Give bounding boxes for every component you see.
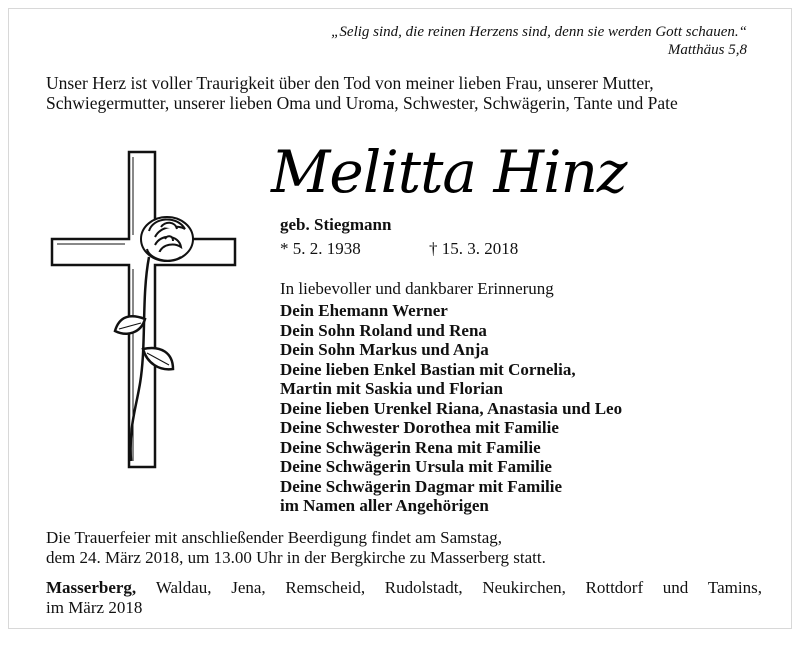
- mourner-item: Dein Ehemann Werner: [280, 301, 448, 320]
- mourner-item: Deine Schwägerin Ursula mit Familie: [280, 457, 552, 476]
- quote-text: „Selig sind, die reinen Herzens sind, denn sie werden Gott schauen.“: [331, 24, 747, 40]
- obituary-notice: [8, 8, 792, 629]
- mourner-item: im Namen aller Angehörigen: [280, 496, 489, 515]
- places-line: [46, 578, 762, 598]
- mourner-item: Deine Schwester Dorothea mit Familie: [280, 418, 559, 437]
- quote-source: Matthäus 5,8: [667, 42, 747, 58]
- city-name: Masserberg,: [46, 578, 137, 597]
- town-name: Jena,: [231, 578, 266, 597]
- places-and-date: [46, 578, 762, 618]
- mourners-list: [280, 301, 622, 516]
- notice-date: im März 2018: [46, 598, 143, 617]
- mourner-item: Deine Schwägerin Rena mit Familie: [280, 437, 541, 457]
- funeral-line-1: Die Trauerfeier mit anschließender Beerdigung findet am Samstag,: [46, 528, 503, 547]
- town-name: Waldau,: [155, 578, 212, 597]
- memory-line: In liebevoller und dankbarer Erinnerung: [280, 279, 554, 298]
- intro-line-1: Unser Herz ist voller Traurigkeit über den Tod von meiner lieben Frau, unserer Mutter,: [46, 73, 654, 93]
- cross-with-rose-icon: [49, 149, 249, 479]
- town-name: Remscheid,: [285, 578, 366, 597]
- bible-quote: [331, 23, 747, 59]
- maiden-name: geb. Stiegmann: [280, 215, 392, 234]
- mourner-item: Dein Sohn Roland und Rena: [280, 320, 487, 340]
- death-date: † 15. 3. 2018: [429, 239, 519, 258]
- town-name: Rottdorf: [585, 578, 644, 597]
- mourner-item: Martin mit Saskia und Florian: [280, 379, 503, 398]
- intro-text: [46, 73, 766, 113]
- town-name: Rudolstadt,: [384, 578, 463, 597]
- funeral-info: [46, 528, 766, 568]
- birth-date: * 5. 2. 1938: [280, 239, 361, 258]
- intro-line-2: Schwiegermutter, unserer lieben Oma und Uroma, Schwester, Schwägerin, Tante und Pate: [46, 93, 678, 113]
- deceased-name: Melitta Hinz: [271, 138, 627, 206]
- funeral-line-2: dem 24. März 2018, um 13.00 Uhr in der Bergkirche zu Masserberg statt.: [46, 548, 546, 567]
- town-name: Tamins,: [707, 578, 762, 597]
- mourner-item: Dein Sohn Markus und Anja: [280, 340, 489, 359]
- town-name: Neukirchen,: [482, 578, 566, 597]
- mourner-item: Deine lieben Urenkel Riana, Anastasia und Leo: [280, 398, 623, 418]
- mourner-item: Deine lieben Enkel Bastian mit Cornelia,: [280, 359, 576, 379]
- mourner-item: Deine Schwägerin Dagmar mit Familie: [280, 476, 563, 496]
- town-name: und: [662, 578, 689, 597]
